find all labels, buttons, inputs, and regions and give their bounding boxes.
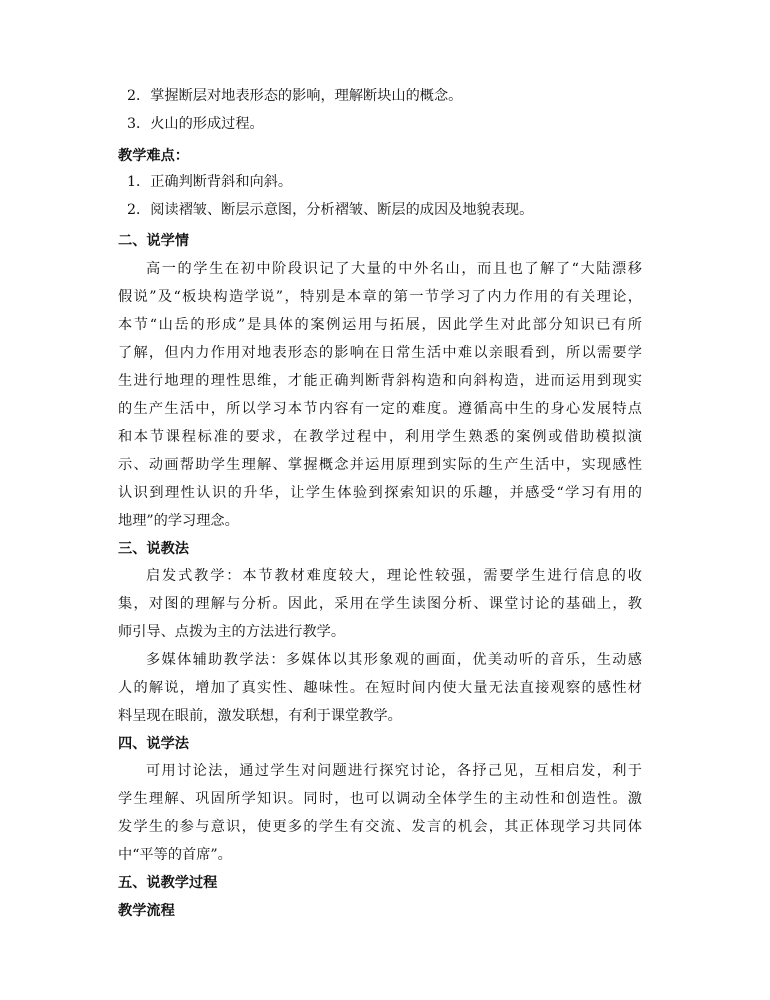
- difficulty-item-1: 1．正确判断背斜和向斜。: [127, 174, 293, 190]
- section-heading-process: 五、说教学过程: [118, 875, 218, 891]
- paragraph-line: 地理”的学习理念。: [118, 513, 239, 529]
- key-point-3: 3．火山的形成过程。: [127, 116, 264, 132]
- paragraph-line: 料呈现在眼前，激发联想，有利于课堂教学。: [118, 708, 402, 724]
- paragraph-line: 启发式教学：本节教材难度较大，理论性较强，需要学生进行信息的收: [146, 568, 642, 584]
- paragraph-line: 发学生的参与意识，使更多的学生有交流、发言的机会，其正体现学习共同体: [118, 819, 642, 835]
- paragraph-line: 高一的学生在初中阶段识记了大量的中外名山，而且也了解了“大陆漂移: [146, 261, 642, 277]
- difficulty-item-2: 2．阅读褶皱、断层示意图，分析褶皱、断层的成因及地貌表现。: [127, 202, 534, 218]
- difficulty-heading: 教学难点：: [118, 148, 189, 164]
- paragraph-line: 示、动画帮助学生理解、掌握概念并运用原理到实际的生产生活中，实现感性: [118, 457, 642, 473]
- paragraph-line: 假说”及“板块构造学说”，特别是本章的第一节学习了内力作用的有关理论，: [118, 289, 642, 305]
- paragraph-line: 学生理解、巩固所学知识。同时，也可以调动全体学生的主动性和创造性。激: [118, 791, 642, 807]
- paragraph-line: 师引导、点拨为主的方法进行教学。: [118, 624, 346, 640]
- section-heading-teaching: 三、说教法: [118, 541, 189, 557]
- paragraph-line: 生进行地理的理性思维，才能正确判断背斜构造和向斜构造，进而运用到现实: [118, 373, 642, 389]
- paragraph-line: 认识到理性认识的升华，让学生体验到探索知识的乐趣，并感受“学习有用的: [118, 485, 642, 501]
- paragraph-line: 可用讨论法，通过学生对问题进行探究讨论，各抒己见，互相启发，利于: [146, 763, 642, 779]
- paragraph-line: 人的解说，增加了真实性、趣味性。在短时间内使大量无法直接观察的感性材: [118, 680, 642, 696]
- section-heading-study: 四、说学法: [118, 736, 189, 752]
- paragraph-line: 集，对图的理解与分析。因此，采用在学生读图分析、课堂讨论的基础上，教: [118, 596, 642, 612]
- paragraph-line: 和本节课程标准的要求，在教学过程中，利用学生熟悉的案例或借助模拟演: [118, 429, 642, 445]
- section-heading-learning: 二、说学情: [118, 233, 189, 249]
- paragraph-line: 本节“山岳的形成”是具体的案例运用与拓展，因此学生对此部分知识已有所: [118, 317, 642, 333]
- paragraph-line: 的生产生活中，所以学习本节内容有一定的难度。遵循高中生的身心发展特点: [118, 401, 642, 417]
- paragraph-line: 了解，但内力作用对地表形态的影响在日常生活中难以亲眼看到，所以需要学: [118, 345, 642, 361]
- key-point-2: 2．掌握断层对地表形态的影响，理解断块山的概念。: [127, 88, 463, 104]
- paragraph-line: 中“平等的首席”。: [118, 847, 232, 863]
- paragraph-line: 多媒体辅助教学法：多媒体以其形象观的画面，优美动听的音乐，生动感: [146, 652, 642, 668]
- subheading-flow: 教学流程: [118, 903, 175, 919]
